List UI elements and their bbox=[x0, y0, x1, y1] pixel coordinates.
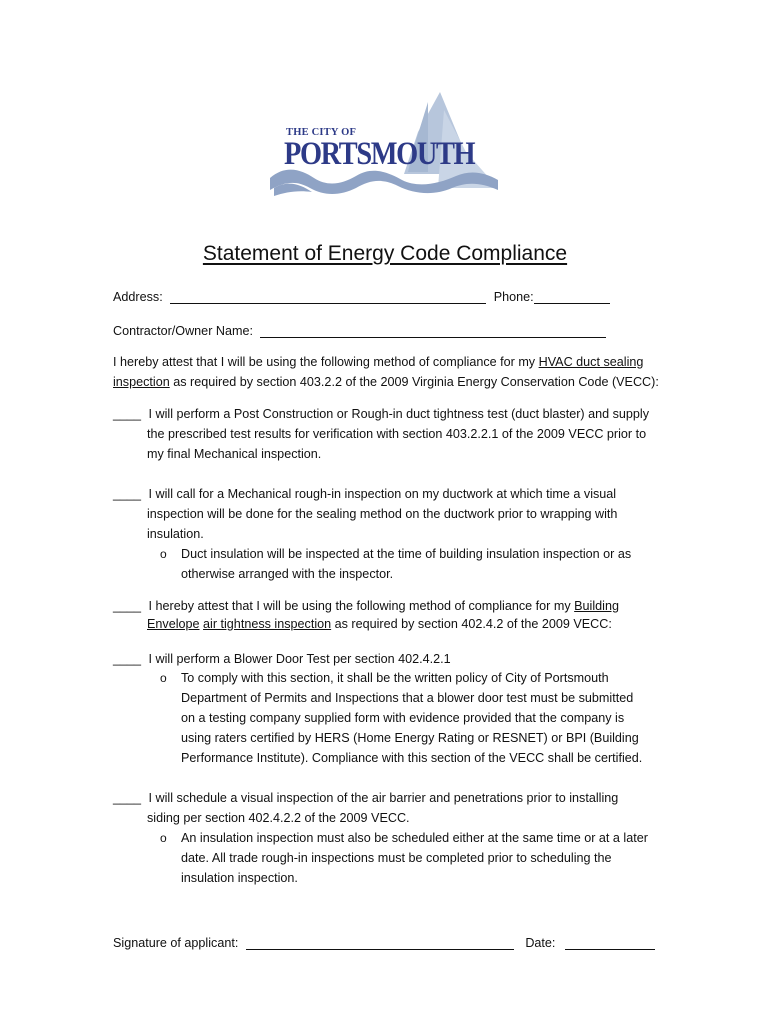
option3-line-1 bbox=[113, 596, 619, 616]
option4-checkbox-blank[interactable]: ____ bbox=[113, 652, 142, 666]
option2-bullet: o bbox=[160, 547, 167, 561]
option5-sub-line: insulation inspection. bbox=[181, 871, 298, 885]
address-field[interactable] bbox=[170, 289, 486, 304]
intro-post-text: as required by section 403.2.2 of the 2009 Virginia Energy Conservation Code (VECC): bbox=[169, 375, 659, 389]
envelope-text: Envelope bbox=[147, 617, 200, 631]
signature-row bbox=[113, 933, 655, 953]
option2-checkbox-blank[interactable]: ____ bbox=[113, 487, 142, 501]
date-field[interactable] bbox=[565, 935, 655, 950]
phone-field[interactable] bbox=[534, 289, 610, 304]
option4-text: I will perform a Blower Door Test per section 402.4.2.1 bbox=[148, 652, 451, 666]
option5-text-line: I will schedule a visual inspection of the air barrier and penetrations prior to installing bbox=[148, 791, 619, 805]
inspection-text: inspection bbox=[113, 375, 170, 389]
option5-checkbox-blank[interactable]: ____ bbox=[113, 791, 142, 805]
option4-sub-line: on a testing company supplied form with evidence provided that the company is bbox=[181, 711, 625, 725]
option4-sub-line: To comply with this section, it shall be the written policy of City of Portsmouth bbox=[181, 671, 609, 685]
option3-line-2 bbox=[147, 614, 612, 634]
option1-text-line: the prescribed test results for verification with section 403.2.2.1 of the 2009 VECC prior to bbox=[147, 427, 647, 441]
option2-sub-line: otherwise arranged with the inspector. bbox=[181, 567, 394, 581]
option1-checkbox-blank[interactable]: ____ bbox=[113, 407, 142, 421]
option3-post-text: as required by section 402.4.2 of the 2009 VECC: bbox=[331, 617, 612, 631]
option2-text-line: inspection will be done for the sealing method on the ductwork prior to wrapping with bbox=[147, 507, 618, 521]
date-label: Date: bbox=[525, 936, 556, 950]
intro-line-2 bbox=[113, 372, 659, 392]
option5-bullet: o bbox=[160, 831, 167, 845]
phone-label: Phone: bbox=[493, 290, 534, 304]
building-text: Building bbox=[574, 599, 619, 613]
option2-text-line: insulation. bbox=[147, 527, 204, 541]
option3-text: I hereby attest that I will be using the following method of compliance for my bbox=[148, 599, 575, 613]
option2-sub-line: Duct insulation will be inspected at the time of building insulation inspection or as bbox=[181, 547, 632, 561]
address-label: Address: bbox=[113, 290, 163, 304]
intro-line-1 bbox=[113, 352, 643, 372]
option5-sub-line: date. All trade rough-in inspections must be completed prior to scheduling the bbox=[181, 851, 612, 865]
signature-label: Signature of applicant: bbox=[113, 936, 239, 950]
contractor-label: Contractor/Owner Name: bbox=[113, 324, 253, 338]
option3-checkbox-blank[interactable]: ____ bbox=[113, 599, 142, 613]
contractor-row bbox=[113, 321, 606, 341]
option2-text-line: I will call for a Mechanical rough-in inspection on my ductwork at which time a visual bbox=[148, 487, 617, 501]
air-tightness-inspection-text: air tightness inspection bbox=[203, 617, 332, 631]
logo-small-text: THE CITY OF bbox=[286, 127, 357, 138]
option1-line-1 bbox=[113, 404, 649, 424]
option1-text-line: my final Mechanical inspection. bbox=[147, 447, 322, 461]
option4-sub-line: Department of Permits and Inspections that a blower door test must be submitted bbox=[181, 691, 634, 705]
option4-line-1 bbox=[113, 649, 451, 669]
city-logo bbox=[268, 92, 500, 200]
option4-bullet: o bbox=[160, 671, 167, 685]
address-row bbox=[113, 287, 610, 307]
option4-sub-line: using raters certified by HERS (Home Energy Rating or RESNET) or BPI (Building bbox=[181, 731, 639, 745]
option2-line-1 bbox=[113, 484, 616, 504]
page-title-text: Statement of Energy Code Compliance bbox=[202, 242, 568, 265]
signature-field[interactable] bbox=[246, 935, 514, 950]
option5-sub-line: An insulation inspection must also be scheduled either at the same time or at a later bbox=[181, 831, 648, 845]
option1-text-line: I will perform a Post Construction or Rough-in duct tightness test (duct blaster) and supply bbox=[148, 407, 650, 421]
intro-text: I hereby attest that I will be using the following method of compliance for my bbox=[113, 355, 539, 369]
contractor-field[interactable] bbox=[260, 323, 606, 338]
option5-text-line: siding per section 402.4.2.2 of the 2009 VECC. bbox=[147, 811, 410, 825]
hvac-duct-sealing-text: HVAC duct sealing bbox=[538, 355, 644, 369]
page-title bbox=[0, 242, 770, 266]
logo-big-text: PORTSMOUTH bbox=[284, 136, 475, 172]
option4-sub-line: Performance Institute). Compliance with this section of the VECC shall be certified. bbox=[181, 751, 643, 765]
option5-line-1 bbox=[113, 788, 618, 808]
